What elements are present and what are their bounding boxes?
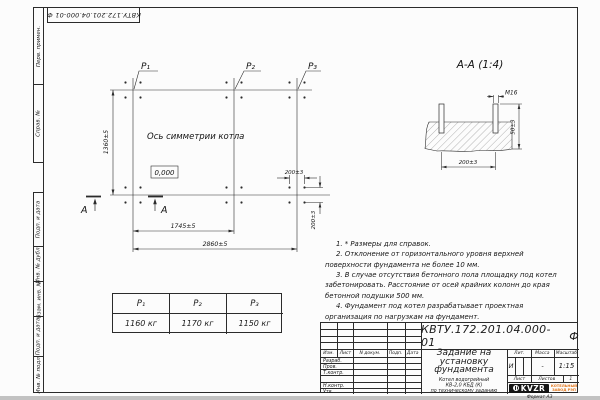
load-value-p2: 1170 кг xyxy=(181,319,214,328)
top-doc-number: КВТУ.172.201.04.000-01 Ф xyxy=(46,11,141,19)
symmetry-axis-label: Ось симметрии котла xyxy=(147,132,245,142)
company-name: КОТЕЛЬНЫЙ ЗАВОД РЭП xyxy=(550,383,578,392)
tb-listov-value: 1 xyxy=(569,376,573,381)
note-1: 1. * Размеры для справок. xyxy=(336,240,431,248)
margin-label: Взам. инв. № xyxy=(35,280,42,318)
tb-masshtab-header: Масштаб xyxy=(555,350,578,356)
technical-notes xyxy=(325,239,565,322)
margin-label: Инв. № дубл. xyxy=(35,245,42,283)
tb-massa-header: Масса xyxy=(535,350,550,356)
tb-header-podp: Подп. xyxy=(389,350,403,356)
tb-listov-label: Листов xyxy=(538,376,556,381)
tb-row-utv: Утв. xyxy=(323,388,334,394)
dim-2860: 2860±5 xyxy=(202,241,228,248)
margin-col-vzam-inv xyxy=(33,281,44,317)
anchor-bolt-dots xyxy=(124,81,305,203)
note-2: 2. Отклонение от горизонтального уровня верхней поверхности фундамента не более 10 мм. xyxy=(325,250,524,269)
load-header-p3: P₃ xyxy=(250,298,259,309)
margin-col-podp-data-2 xyxy=(33,316,44,357)
tb-list-label: Лист xyxy=(513,376,525,381)
top-doc-stamp xyxy=(47,7,140,23)
logo-emblem-icon xyxy=(513,385,519,391)
tb-massa-value: - xyxy=(541,362,544,370)
margin-col-sprav-no xyxy=(33,84,44,163)
margin-col-inv-dubl xyxy=(33,246,44,282)
section-view-a-a xyxy=(395,50,580,180)
tb-header-izm: Изм. xyxy=(323,350,335,356)
company-logo xyxy=(509,384,549,394)
load-header-p2: P₂ xyxy=(193,298,202,309)
tb-masshtab-value: 1:15 xyxy=(558,362,575,370)
load-value-p3: 1150 кг xyxy=(238,319,271,328)
tb-row-nkontr: Н.контр. xyxy=(323,382,345,388)
tb-row-tkontr: Т.контр. xyxy=(323,369,344,375)
dim-1360: 1360±5 xyxy=(103,129,110,155)
tb-row-prov: Пров. xyxy=(323,363,337,369)
tb-header-ndoc: N докум. xyxy=(359,350,381,356)
level-mark: 0,000 xyxy=(154,169,175,177)
tb-lit-value: И xyxy=(508,362,514,370)
dim-1745: 1745±5 xyxy=(170,223,196,230)
logo-text: KVZR xyxy=(520,383,546,393)
tb-header-data: Дата xyxy=(407,350,419,356)
margin-label: Перв. примен. xyxy=(35,25,42,67)
margin-label: Инв. № подл. xyxy=(35,355,42,394)
margin-label: Подп. и дата xyxy=(35,200,42,239)
tb-row-razrab: Разраб. xyxy=(323,357,342,363)
note-3: 3. В случае отсутствия бетонного пола площадку под котел забетонировать. Расстояние от осей крайних колонн до края бетонной подушки 500 мм. xyxy=(325,271,557,300)
tb-product-name: Котел водогрейный КВ-2,0 КБД (К) по техническому заданию xyxy=(430,376,498,393)
section-letter-a2: А xyxy=(161,205,168,216)
dim-200-section: 200±3 xyxy=(458,160,478,167)
tb-drawing-title: Задание на установку фундамента xyxy=(434,348,494,376)
note-4: 4. Фундамент под котел разрабатывает проектная организация по нагрузкам на фундамент. xyxy=(325,302,524,321)
load-point-label-p1: P₁ xyxy=(141,62,151,72)
title-block xyxy=(320,322,578,393)
concrete-block xyxy=(425,122,512,151)
section-letter-a1: А xyxy=(81,205,88,216)
load-table xyxy=(112,293,282,333)
load-header-p1: P₁ xyxy=(136,298,146,309)
margin-col-podp-data-1 xyxy=(33,192,44,247)
plan-axis-lines xyxy=(110,71,330,252)
margin-col-perv-primen xyxy=(33,7,44,85)
foundation-plan-view xyxy=(80,48,365,263)
dim-200-horizontal: 200±3 xyxy=(284,170,304,176)
load-value-p1: 1160 кг xyxy=(125,319,157,328)
bolt-thread-label: М16 xyxy=(505,90,518,97)
section-title: А-А (1:4) xyxy=(456,59,504,71)
tb-doc-number: КВТУ.172.201.04.000-01 Ф xyxy=(421,323,579,349)
load-point-label-p2: P₂ xyxy=(246,62,256,72)
margin-label: Подп. и дата xyxy=(35,317,42,356)
margin-label: Справ. № xyxy=(35,110,42,137)
dim-200-vertical: 200±3 xyxy=(311,210,317,230)
dim-50: 50±3 xyxy=(510,119,517,135)
load-point-label-p3: P₃ xyxy=(308,62,318,72)
tb-header-list: Лист xyxy=(339,350,351,356)
format-label: Формат А3 xyxy=(527,394,553,399)
margin-col-inv-podl xyxy=(33,356,44,393)
tb-lit-header: Лит. xyxy=(513,350,525,356)
